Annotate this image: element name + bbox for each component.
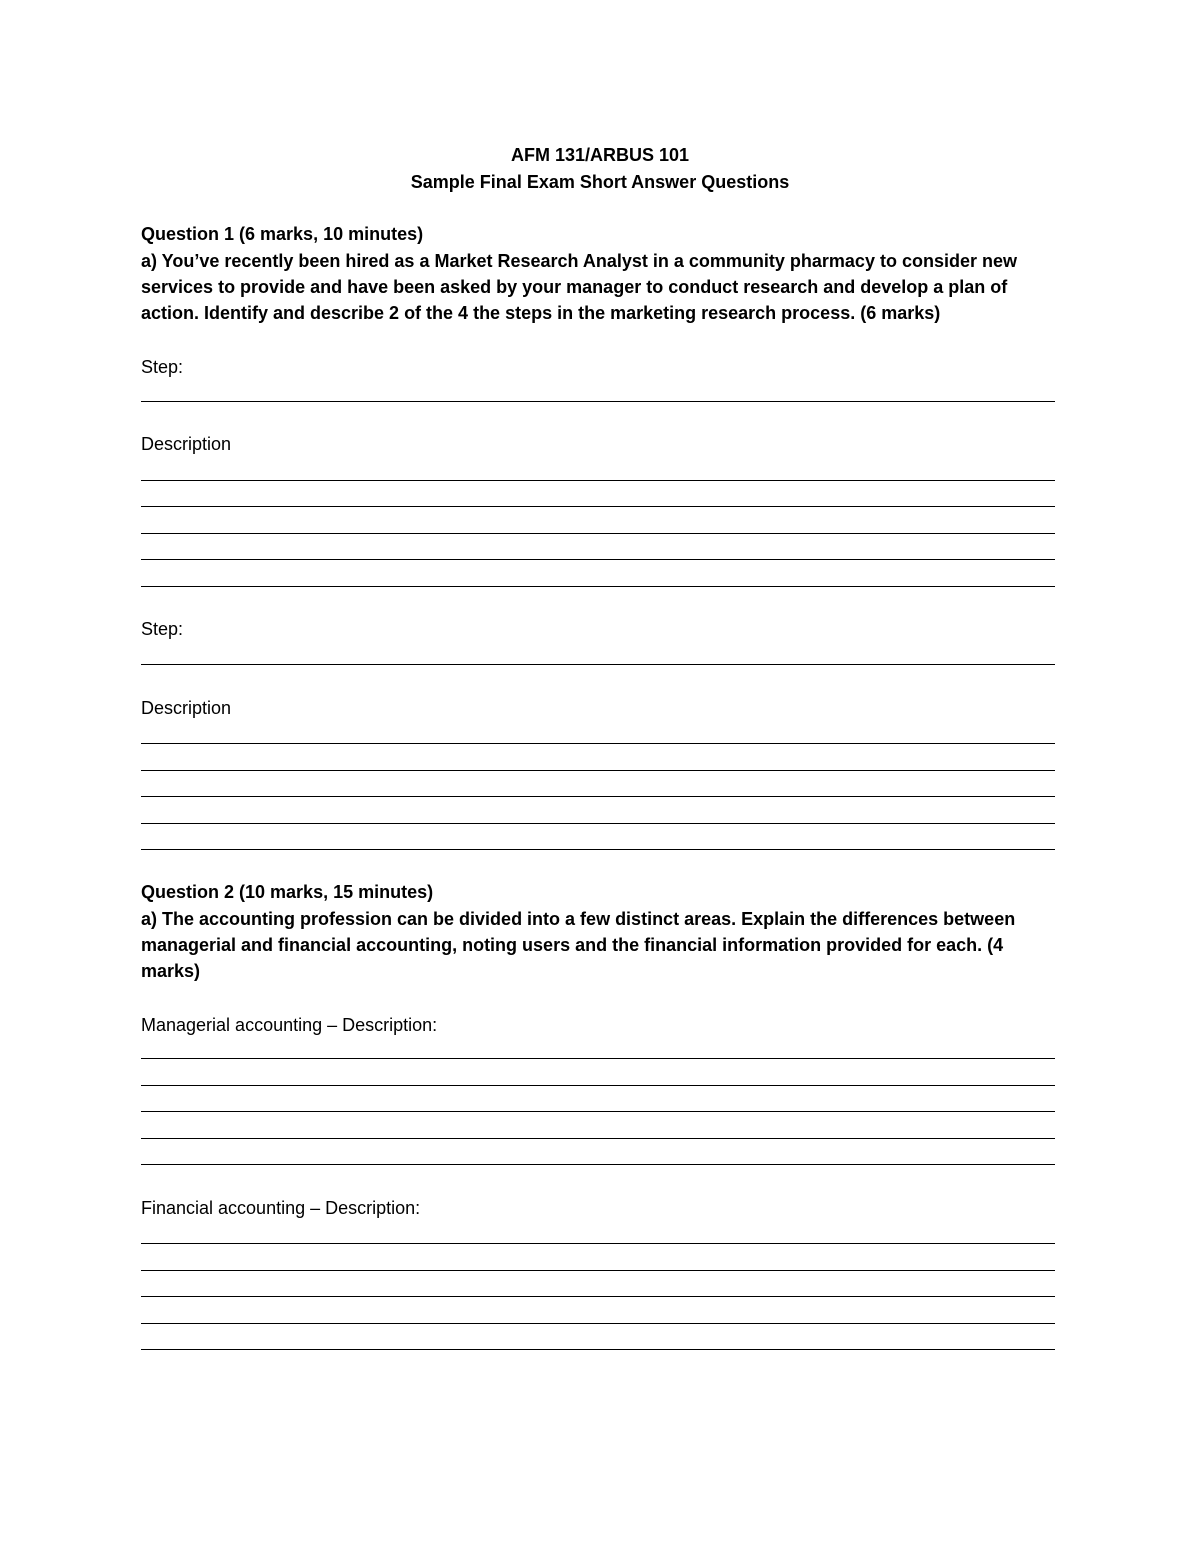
description-answer-line[interactable] — [141, 770, 1055, 771]
step-answer-line[interactable] — [141, 401, 1055, 402]
managerial-accounting-label: Managerial accounting – Description: — [141, 1015, 438, 1035]
step-answer-line[interactable] — [141, 664, 1055, 665]
description-answer-line[interactable] — [141, 533, 1055, 534]
question-1-prompt-line: a) You’ve recently been hired as a Market Research Analyst in a community pharmacy to consider new — [141, 251, 1017, 271]
description-answer-line[interactable] — [141, 506, 1055, 507]
question-2-prompt-line: a) The accounting profession can be divided into a few distinct areas. Explain the differences between — [141, 909, 1016, 929]
managerial-answer-line[interactable] — [141, 1085, 1055, 1086]
course-code: AFM 131/ARBUS 101 — [510, 145, 690, 165]
financial-accounting-label: Financial accounting – Description: — [141, 1198, 421, 1218]
description-label: Description — [141, 698, 232, 718]
financial-answer-line[interactable] — [141, 1243, 1055, 1244]
managerial-answer-line[interactable] — [141, 1164, 1055, 1165]
description-answer-line[interactable] — [141, 823, 1055, 824]
financial-answer-line[interactable] — [141, 1296, 1055, 1297]
description-answer-line[interactable] — [141, 796, 1055, 797]
question-1-prompt-line: services to provide and have been asked by your manager to conduct research and develop a plan of — [141, 277, 1008, 297]
description-answer-line[interactable] — [141, 586, 1055, 587]
financial-answer-line[interactable] — [141, 1349, 1055, 1350]
description-answer-line[interactable] — [141, 743, 1055, 744]
question-2-prompt-line: managerial and financial accounting, noting users and the financial information provided for each. (4 — [141, 935, 1004, 955]
description-answer-line[interactable] — [141, 559, 1055, 560]
managerial-answer-line[interactable] — [141, 1058, 1055, 1059]
description-answer-line[interactable] — [141, 480, 1055, 481]
description-answer-line[interactable] — [141, 849, 1055, 850]
question-2-heading: Question 2 (10 marks, 15 minutes) — [141, 882, 434, 902]
question-2-prompt-line: marks) — [141, 961, 201, 981]
managerial-answer-line[interactable] — [141, 1111, 1055, 1112]
question-1-heading: Question 1 (6 marks, 10 minutes) — [141, 224, 424, 244]
question-1-prompt-line: action. Identify and describe 2 of the 4 the steps in the marketing research process. (6 marks) — [141, 303, 941, 323]
step-label: Step: — [141, 357, 184, 377]
exam-title: Sample Final Exam Short Answer Questions — [410, 172, 790, 192]
financial-answer-line[interactable] — [141, 1323, 1055, 1324]
description-label: Description — [141, 434, 232, 454]
managerial-answer-line[interactable] — [141, 1138, 1055, 1139]
financial-answer-line[interactable] — [141, 1270, 1055, 1271]
step-label: Step: — [141, 619, 184, 639]
